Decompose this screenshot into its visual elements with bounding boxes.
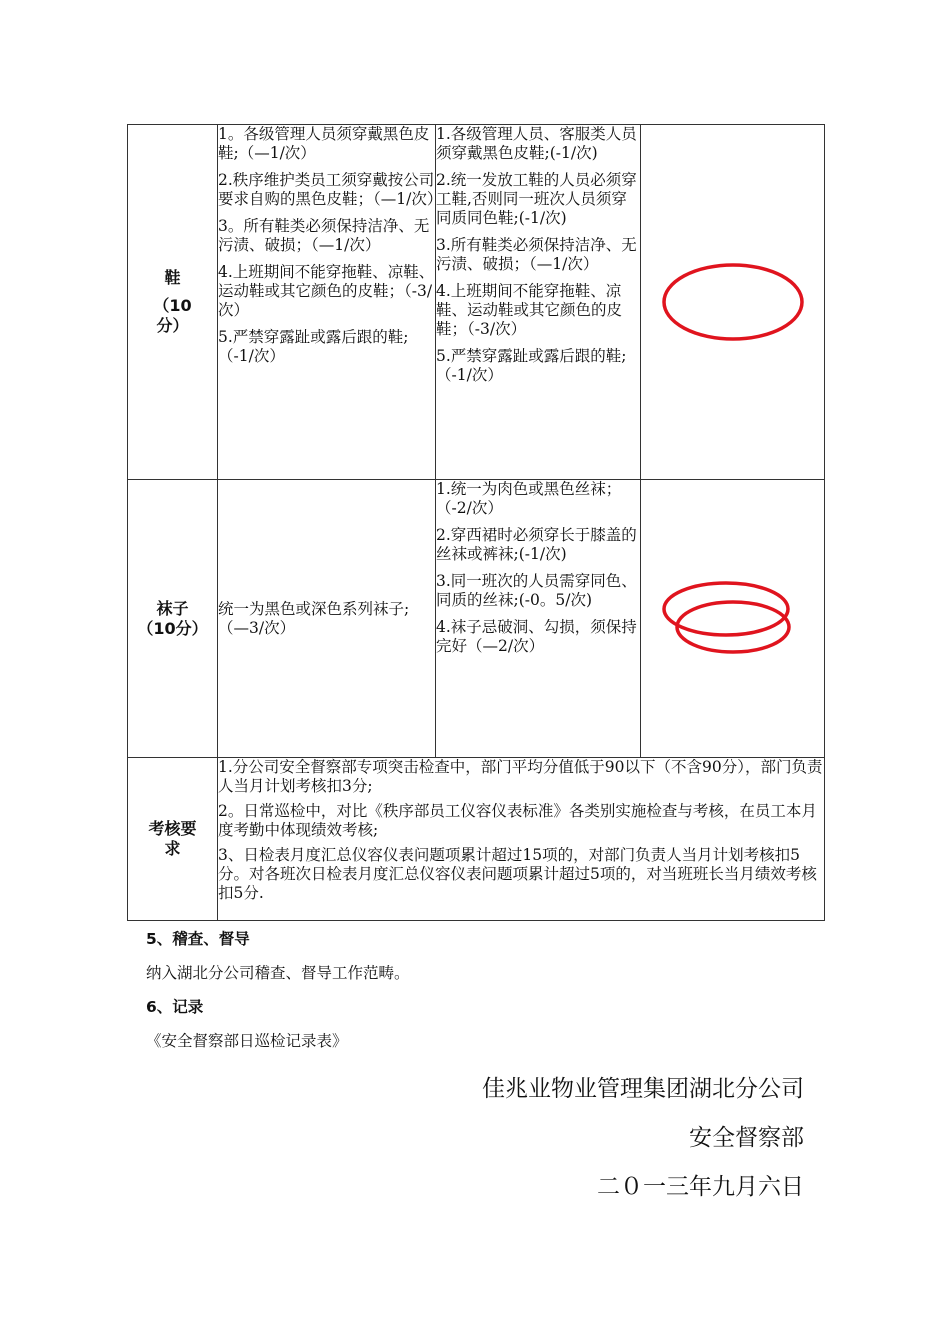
- red-ring-image: [641, 242, 825, 362]
- label-line: 分）: [156, 316, 189, 335]
- dress-standard-table: [127, 124, 825, 921]
- label-line: （10分）: [137, 618, 208, 638]
- red-ring-image: [641, 564, 825, 674]
- shoes-image-cell: [641, 125, 825, 480]
- signature-date: 二０一三年九月六日: [597, 1174, 804, 1200]
- list-item: 1.分公司安全督察部专项突击检查中，部门平均分值低于90以下（不含90分），部门负责人当月计划考核扣3分;: [218, 758, 823, 795]
- list-item: 3、日检表月度汇总仪容仪表问题项累计超过15项的，对部门负责人当月计划考核扣5分。对各班次日检表月度汇总仪容仪表问题项累计超过5项的，对当班班长当月绩效考核扣5分.: [218, 846, 817, 902]
- list-item: 5.严禁穿露趾或露后跟的鞋;（-1/次）: [436, 347, 627, 384]
- list-item: 2.穿西裙时必须穿长于膝盖的丝袜或裤袜;(-1/次): [436, 526, 637, 563]
- section-5-text: 纳入湖北分公司稽查、督导工作范畴。: [146, 964, 410, 982]
- socks-male-standard: [218, 480, 436, 758]
- signature-company: 佳兆业物业管理集团湖北分公司: [482, 1076, 804, 1102]
- list-item: 2.秩序维护类员工须穿戴按公司要求自购的黑色皮鞋；（—1/次）: [218, 171, 443, 208]
- shoes-male-standard: [218, 125, 443, 480]
- row-label-socks: [128, 480, 218, 758]
- list-item: 3.所有鞋类必须保持洁净、无污渍、破损；（—1/次）: [436, 236, 637, 273]
- list-item: 2。日常巡检中，对比《秩序部员工仪容仪表标准》各类别实施检查与考核，在员工本月度考勤中体现绩效考核;: [218, 802, 817, 839]
- section-6-text: 《安全督察部日巡检记录表》: [146, 1032, 348, 1050]
- list-item: 4.上班期间不能穿拖鞋、凉鞋、运动鞋或其它颜色的皮鞋；（-3/次）: [218, 263, 435, 319]
- label-line: 袜子: [156, 598, 189, 618]
- list-item: 2.统一发放工鞋的人员必须穿工鞋,否则同一班次人员须穿同质同色鞋;(-1/次): [436, 171, 637, 227]
- label-line: 鞋: [164, 268, 181, 287]
- row-label-requirements: [128, 758, 218, 921]
- list-item: 1.各级管理人员、客服类人员须穿戴黑色皮鞋;(-1/次): [436, 125, 637, 162]
- list-item: 1.统一为肉色或黑色丝袜；（-2/次）: [436, 480, 622, 517]
- list-item: 5.严禁穿露趾或露后跟的鞋;（-1/次）: [218, 328, 409, 365]
- list-item: 4.上班期间不能穿拖鞋、凉鞋、运动鞋或其它颜色的皮鞋；（-3/次）: [436, 282, 623, 338]
- requirements-text: [218, 758, 825, 921]
- list-item: 4.袜子忌破洞、勾损，须保持完好（—2/次）: [436, 618, 637, 655]
- socks-female-standard: [436, 480, 641, 758]
- list-item: 1。各级管理人员须穿戴黑色皮鞋;（—1/次）: [218, 125, 430, 162]
- label-line: 考核要: [148, 819, 197, 838]
- table-row-socks: [128, 480, 825, 758]
- section-5-heading: 5、稽查、督导: [146, 930, 250, 948]
- list-item: 3.同一班次的人员需穿同色、同质的丝袜;(-0。5/次): [436, 572, 637, 609]
- list-item: 统一为黑色或深色系列袜子;（—3/次）: [218, 599, 410, 637]
- list-item: 3。所有鞋类必须保持洁净、无污渍、破损；（—1/次）: [218, 217, 430, 254]
- signature-department: 安全督察部: [689, 1125, 804, 1151]
- label-line: （10: [153, 296, 192, 315]
- socks-image-cell: [641, 480, 825, 758]
- table-row-requirements: [128, 758, 825, 921]
- shoes-female-standard: [436, 125, 641, 480]
- row-label-shoes: [128, 125, 218, 480]
- red-ring: [664, 265, 802, 339]
- section-6-heading: 6、记录: [146, 998, 204, 1016]
- label-line: 求: [164, 839, 181, 858]
- table-row-shoes: [128, 125, 825, 480]
